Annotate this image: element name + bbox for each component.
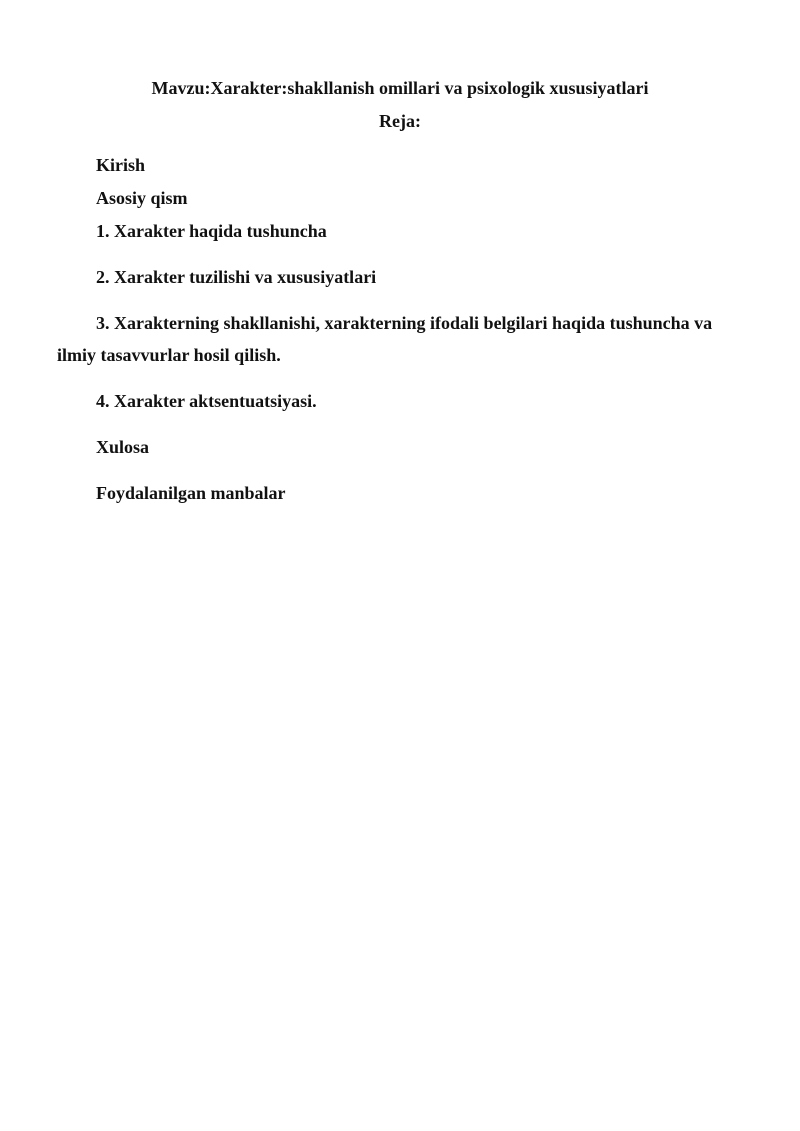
plan-item-references: Foydalanilgan manbalar <box>96 483 286 503</box>
plan-item-1: 1. Xarakter haqida tushuncha <box>96 221 327 241</box>
plan-item-3-continuation: ilmiy tasavvurlar hosil qilish. <box>57 345 281 365</box>
document-title: Mavzu:Xarakter:shakllanish omillari va psixologik xususiyatlari <box>151 78 649 98</box>
plan-item-2: 2. Xarakter tuzilishi va xususiyatlari <box>96 267 377 287</box>
plan-heading: Reja: <box>379 111 421 131</box>
plan-item-conclusion: Xulosa <box>96 437 150 457</box>
plan-item-3: 3. Xarakterning shakllanishi, xarakterning ifodali belgilari haqida tushuncha va <box>96 313 713 333</box>
plan-item-4: 4. Xarakter aktsentuatsiyasi. <box>96 391 317 411</box>
plan-item-main-part: Asosiy qism <box>96 188 188 208</box>
plan-item-introduction: Kirish <box>96 155 146 175</box>
